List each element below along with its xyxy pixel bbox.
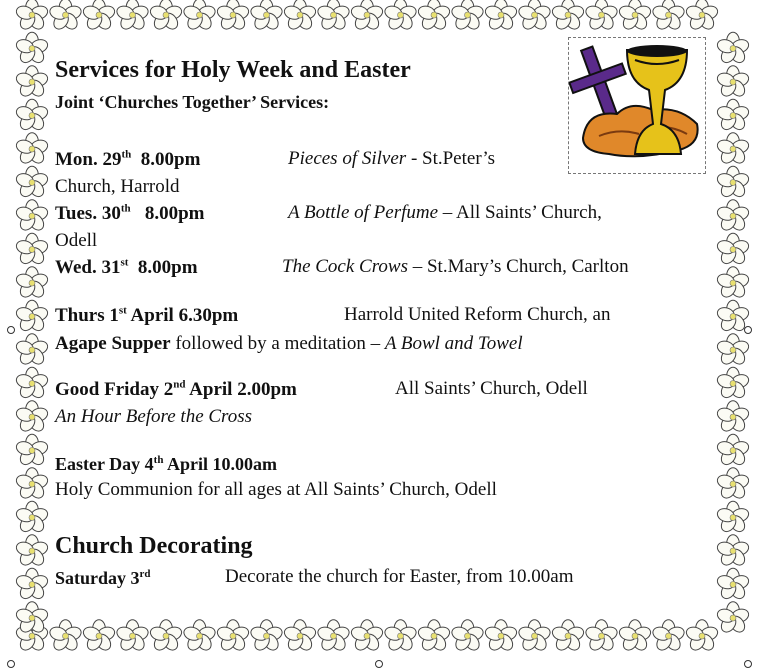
flower-icon xyxy=(651,620,686,653)
flower-icon xyxy=(716,200,751,233)
flower-icon xyxy=(716,267,751,300)
flower-icon xyxy=(249,620,284,653)
flower-icon xyxy=(716,568,751,601)
flower-icon xyxy=(716,602,751,635)
flower-icon xyxy=(584,0,619,32)
flower-icon xyxy=(484,0,519,32)
flower-icon xyxy=(216,0,251,32)
service-cont-mon: Church, Harrold xyxy=(55,176,180,197)
flower-icon xyxy=(350,0,385,32)
flower-icon xyxy=(716,367,751,400)
flower-icon xyxy=(651,0,686,32)
service-date-thu: Thurs 1st April 6.30pm xyxy=(55,304,239,326)
service-date-fri: Good Friday 2nd April 2.00pm xyxy=(55,378,297,400)
flower-icon xyxy=(216,620,251,653)
flower-icon xyxy=(115,0,150,32)
service-venue-thu: Harrold United Reform Church, an xyxy=(344,304,611,325)
flower-icon xyxy=(716,535,751,568)
flower-icon xyxy=(716,32,751,65)
flower-icon xyxy=(316,0,351,32)
flower-icon xyxy=(716,233,751,266)
flower-icon xyxy=(450,0,485,32)
service-date-wed: Wed. 31st 8.00pm xyxy=(55,256,198,278)
flower-icon xyxy=(182,620,217,653)
flower-icon xyxy=(685,0,720,32)
service-date-easter: Easter Day 4th April 10.00am xyxy=(55,454,277,474)
service-desc-wed: The Cock Crows – St.Mary’s Church, Carlton xyxy=(282,256,629,277)
resize-handle-bottom-right[interactable] xyxy=(744,660,752,668)
service-date-mon: Mon. 29th 8.00pm xyxy=(55,148,201,170)
flower-icon xyxy=(716,66,751,99)
flower-icon xyxy=(15,468,50,501)
flower-icon xyxy=(149,620,184,653)
flower-icon xyxy=(15,334,50,367)
flower-icon xyxy=(15,568,50,601)
flower-icon xyxy=(15,133,50,166)
flower-icon xyxy=(15,233,50,266)
flower-icon xyxy=(15,32,50,65)
flower-icon xyxy=(716,401,751,434)
resize-handle-bottom-left[interactable] xyxy=(7,660,15,668)
flower-icon xyxy=(450,620,485,653)
flower-icon xyxy=(82,0,117,32)
flower-icon xyxy=(716,501,751,534)
service-desc-mon: Pieces of Silver - St.Peter’s xyxy=(288,148,496,169)
flower-icon xyxy=(618,620,653,653)
flower-icon xyxy=(685,620,720,653)
flower-icon xyxy=(417,0,452,32)
flower-icon xyxy=(115,620,150,653)
flower-icon xyxy=(551,620,586,653)
flower-icon xyxy=(383,0,418,32)
flower-icon xyxy=(15,434,50,467)
flower-icon xyxy=(716,99,751,132)
flower-icon xyxy=(15,501,50,534)
flower-icon xyxy=(283,0,318,32)
flower-icon xyxy=(716,468,751,501)
decorating-text: Decorate the church for Easter, from 10.00am xyxy=(225,566,574,587)
service-desc-tue: A Bottle of Perfume – All Saints’ Church, xyxy=(288,202,602,223)
flower-icon xyxy=(484,620,519,653)
flower-icon xyxy=(15,367,50,400)
flower-icon xyxy=(15,535,50,568)
resize-handle-right[interactable] xyxy=(744,326,752,334)
flower-icon xyxy=(551,0,586,32)
flower-icon xyxy=(283,620,318,653)
flower-icon xyxy=(182,0,217,32)
service-cont-fri: An Hour Before the Cross xyxy=(55,406,253,427)
flower-icon xyxy=(48,0,83,32)
flower-icon xyxy=(48,620,83,653)
service-date-tue: Tues. 30th 8.00pm xyxy=(55,202,205,224)
subtitle: Joint ‘Churches Together’ Services: xyxy=(55,92,330,112)
resize-handle-left[interactable] xyxy=(7,326,15,334)
flower-icon xyxy=(249,0,284,32)
flower-icon xyxy=(383,620,418,653)
flower-icon xyxy=(82,620,117,653)
page-title: Services for Holy Week and Easter xyxy=(55,57,411,83)
service-cont-easter: Holy Communion for all ages at All Saints’ Church, Odell xyxy=(55,479,497,500)
cross-chalice-bread-icon xyxy=(568,37,706,174)
flower-icon xyxy=(716,334,751,367)
flower-icon xyxy=(716,434,751,467)
service-venue-fri: All Saints’ Church, Odell xyxy=(395,378,588,399)
flower-icon xyxy=(618,0,653,32)
flower-icon xyxy=(15,300,50,333)
flower-icon xyxy=(15,166,50,199)
flower-icon xyxy=(15,267,50,300)
flower-icon xyxy=(15,0,50,32)
service-cont-tue: Odell xyxy=(55,230,98,251)
flower-icon xyxy=(15,99,50,132)
flower-icon xyxy=(584,620,619,653)
decorating-date: Saturday 3rd xyxy=(55,568,151,588)
flower-icon xyxy=(517,0,552,32)
decorating-heading: Church Decorating xyxy=(55,533,253,559)
flower-icon xyxy=(417,620,452,653)
flower-icon xyxy=(316,620,351,653)
flower-icon xyxy=(517,620,552,653)
flower-icon xyxy=(716,133,751,166)
flower-icon xyxy=(716,166,751,199)
flower-icon xyxy=(15,200,50,233)
flower-icon xyxy=(15,66,50,99)
resize-handle-bottom[interactable] xyxy=(375,660,383,668)
flower-icon xyxy=(149,0,184,32)
flower-icon xyxy=(350,620,385,653)
flower-icon xyxy=(15,401,50,434)
service-cont-thu: Agape Supper followed by a meditation – A Bowl and Towel xyxy=(55,333,523,354)
